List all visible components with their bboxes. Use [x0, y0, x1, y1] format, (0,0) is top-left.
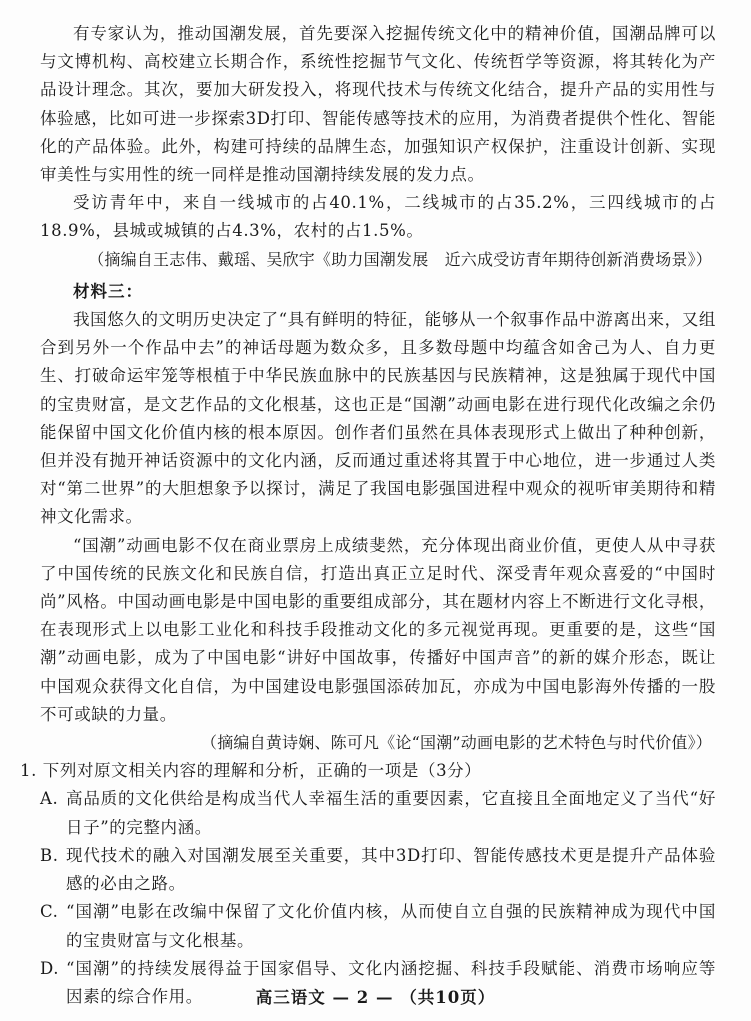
question-1-option-c — [40, 898, 716, 954]
question-1-stem: 1. 下列对原文相关内容的理解和分析，正确的一项是（3分） — [20, 761, 482, 781]
footer-page-number: — 2 — — [332, 988, 394, 1007]
page-footer — [0, 984, 751, 1008]
material3-heading: 材料三： — [73, 281, 143, 301]
paragraph-expert-opinion: 有专家认为，推动国潮发展，首先要深入挖掘传统文化中的精神价值，国潮品牌可以与文博机构、高校建立长期合作，系统性挖掘节气文化、传统哲学等资源，将其转化为产品设计理念。其次，要加大研发投入，将现代技术与传统文化结合，提升产品的实用性与体验感，比如可进一步探索3D打印、智能传感等技术的应用，为消费者提供个性化、智能化的产品体验。此外，构建可持续的品牌生态，加强知识产权保护，注重设计创新、实现审美性与实用性的统一同样是推动国潮持续发展的发力点。 — [40, 24, 716, 185]
page-content — [20, 20, 716, 1011]
source-citation-material2: （摘编自王志伟、戴瑶、吴欣宇《助力国潮发展 近六成受访青年期待创新消费场景》） — [88, 249, 712, 269]
option-letter: A. — [40, 789, 59, 809]
source-citation-material3: （摘编自黄诗娴、陈可凡《论“国潮”动画电影的艺术特色与时代价值》） — [201, 733, 712, 753]
footer-subject: 高三语文 — [255, 988, 326, 1007]
option-text: “国潮”的持续发展得益于国家倡导、文化内涵挖掘、科技手段赋能、消费市场响应等因素的综合作用。 — [66, 958, 716, 1006]
option-text: 现代技术的融入对国潮发展至关重要，其中3D打印、智能传感技术更是提升产品体验感的必由之路。 — [66, 845, 716, 894]
question-1-option-a — [40, 785, 716, 841]
paragraph-material3-2: “国潮”动画电影不仅在商业票房上成绩斐然，充分体现出商业价值，更使人从中寻获了中国传统的民族文化和民族自信，打造出真正立足时代、深受青年观众喜爱的“中国时尚”风格。中国动画电影是中国电影的重要组成部分，其在题材内容上不断进行文化寻根，在表现形式上以电影工业化和科技手段推动文化的多元视觉再现。更重要的是，这些“国潮”动画电影，成为了中国电影“讲好中国故事，传播好中国声音”的新的媒介形态，既让中国观众获得文化自信，为中国建设电影强国添砖加瓦，亦成为中国电影海外传播的一股不可或缺的力量。 — [40, 535, 716, 724]
option-letter: C. — [40, 902, 59, 922]
option-text: “国潮”电影在改编中保留了文化价值内核，从而使自立自强的民族精神成为现代中国的宝贵财富与文化根基。 — [66, 902, 716, 950]
paragraph-survey-stats: 受访青年中，来自一线城市的占40.1%，二线城市的占35.2%，三四线城市的占18.9%，县城或城镇的占4.3%，农村的占1.5%。 — [40, 193, 716, 241]
question-1-option-b — [40, 842, 716, 898]
option-text: 高品质的文化供给是构成当代人幸福生活的重要因素，它直接且全面地定义了当代“好日子”的完整内涵。 — [66, 789, 716, 837]
option-letter: D. — [40, 958, 60, 978]
paragraph-material3-1: 我国悠久的文明历史决定了“具有鲜明的特征，能够从一个叙事作品中游离出来，又组合到另外一个作品中去”的神话母题为数众多，且多数母题中均蕴含如舍己为人、自力更生、打破命运牢笼等根植于中华民族血脉中的民族基因与民族精神，这是独属于现代中国的宝贵财富，是文艺作品的文化根基，这也正是“国潮”动画电影在进行现代化改编之余仍能保留中国文化价值内核的根本原因。创作者们虽然在具体表现形式上做出了种种创新，但并没有抛开神话资源中的文化内涵，反而通过重述将其置于中心地位，进一步通过人类对“第二世界”的大胆想象予以探讨，满足了我国电影强国进程中观众的视听审美期待和精神文化需求。 — [40, 310, 716, 527]
footer-total-pages: （共10页） — [400, 988, 496, 1007]
option-letter: B. — [40, 845, 59, 865]
